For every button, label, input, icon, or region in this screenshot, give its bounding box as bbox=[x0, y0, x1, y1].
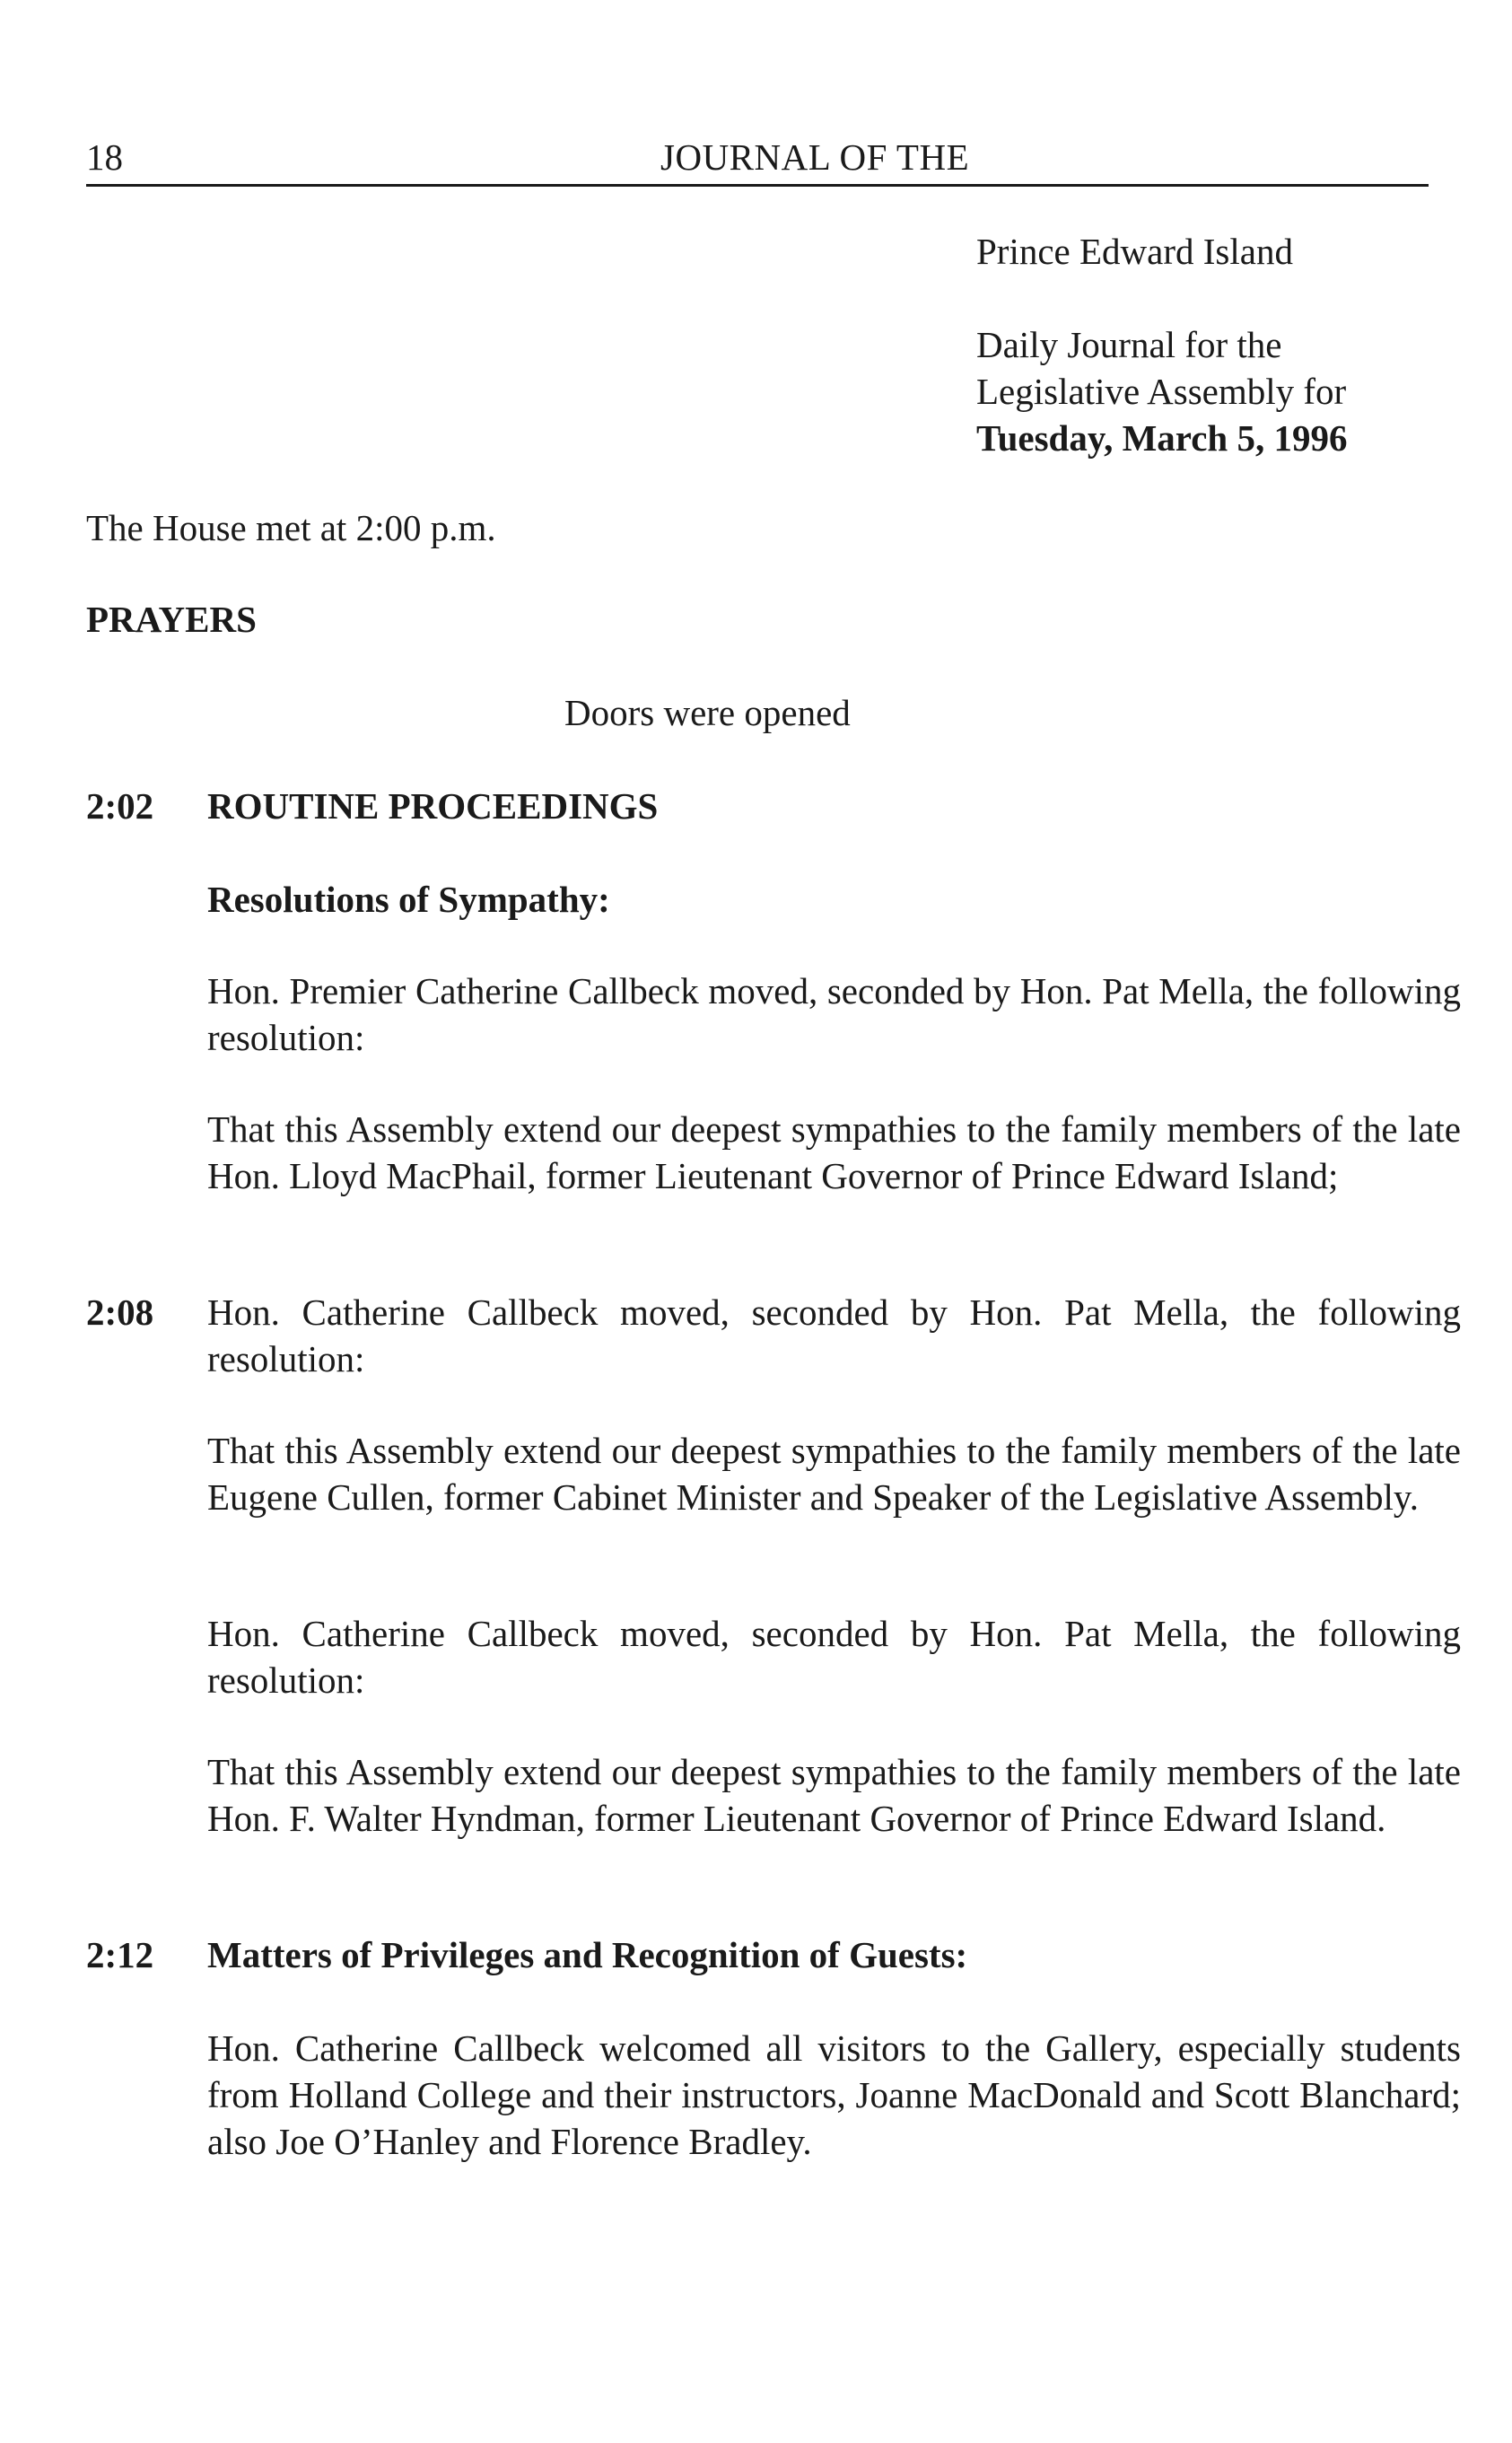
prayers-heading: PRAYERS bbox=[86, 599, 257, 640]
resolution-paragraph-2: That this Assembly extend our deepest sympathies to the family members of the late Eugene Cullen, former Cabinet Minister and Speaker of the Legislative Assembly. bbox=[207, 1430, 1461, 1518]
time-stamp-second: 2:08 bbox=[86, 1292, 154, 1333]
resolution-paragraph-3: That this Assembly extend our deepest sympathies to the family members of the late Hon. F. Walter Hyndman, former Lieutenant Governor of Prince Edward Island. bbox=[207, 1751, 1461, 1839]
province-name: Prince Edward Island bbox=[976, 231, 1293, 272]
doors-opened-note: Doors were opened bbox=[564, 692, 851, 733]
time-stamp-routine: 2:02 bbox=[86, 785, 154, 827]
guests-paragraph: Hon. Catherine Callbeck welcomed all visitors to the Gallery, especially students from Holland College and their instructors, Joanne MacDonald and Scott Blanchard; also Joe O’Hanley and Florence Bradley. bbox=[207, 2027, 1461, 2162]
motion-paragraph-3: Hon. Catherine Callbeck moved, seconded by Hon. Pat Mella, the following resolution: bbox=[207, 1613, 1461, 1701]
privileges-heading: Matters of Privileges and Recognition of Guests: bbox=[207, 1934, 968, 1975]
journal-title-line-2: Legislative Assembly for bbox=[976, 371, 1347, 412]
page-header bbox=[86, 130, 1429, 187]
house-met-statement: The House met at 2:00 p.m. bbox=[86, 507, 496, 548]
time-stamp-privileges: 2:12 bbox=[86, 1934, 154, 1975]
motion-paragraph-2: Hon. Catherine Callbeck moved, seconded by Hon. Pat Mella, the following resolution: bbox=[207, 1292, 1461, 1379]
running-head: JOURNAL OF THE bbox=[660, 136, 970, 178]
motion-paragraph-1: Hon. Premier Catherine Callbeck moved, seconded by Hon. Pat Mella, the following resolution: bbox=[207, 970, 1461, 1058]
routine-proceedings-heading: ROUTINE PROCEEDINGS bbox=[207, 785, 659, 827]
journal-title-block bbox=[976, 321, 1347, 461]
page-number: 18 bbox=[86, 136, 123, 178]
journal-title-line-1: Daily Journal for the bbox=[976, 324, 1282, 365]
sitting-date: Tuesday, March 5, 1996 bbox=[976, 417, 1348, 459]
resolutions-of-sympathy-heading: Resolutions of Sympathy: bbox=[207, 879, 610, 920]
resolution-paragraph-1: That this Assembly extend our deepest sympathies to the family members of the late Hon. Lloyd MacPhail, former Lieutenant Governor of Prince Edward Island; bbox=[207, 1108, 1461, 1196]
